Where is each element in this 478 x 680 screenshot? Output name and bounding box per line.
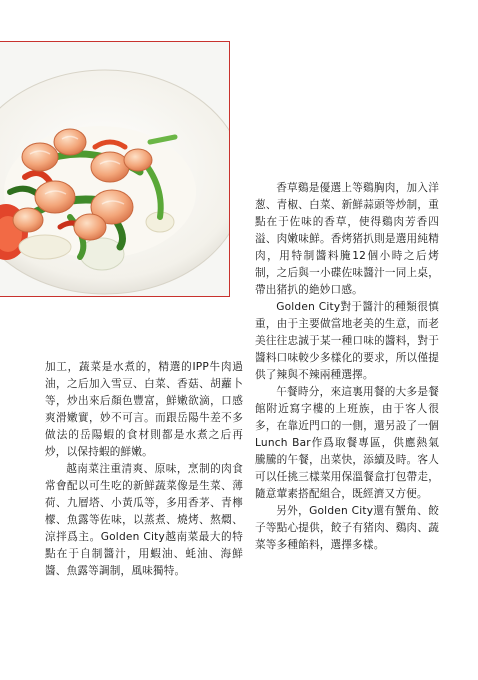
right-paragraph-4: 另外，Golden City還有蟹角、餃子等點心提供，餃子有猪肉、鷄肉、蔬菜等多種餡料，選擇多樣。 [255,505,439,551]
dish-photo [0,41,230,297]
left-paragraph-2: 越南菜注重清爽、原味，烹制的肉食常會配以可生吃的新鮮蔬菜像是生菜、薄荷、九層塔、小黃瓜等，多用香茅、青檸檬、魚露等佐味，以蒸煮、燒烤、熬燜、涼拌爲主。Golden City越南菜最大的特點在于自制醬汁，用蝦油、蚝油、海鮮醬、魚露等調制，風味獨特。 [45,463,243,577]
right-paragraph-2: Golden City對于醬汁的種類很慎重，由于主要做當地老美的生意，而老美往往忠誠于某一種口味的醬料，對于醬料口味較少多樣化的要求，所以僅提供了辣與不辣兩種選擇。 [255,301,439,381]
shrimp-dish-image [0,42,230,297]
left-text-column [45,359,243,580]
left-paragraph-1: 加工，蔬菜是水煮的，精選的IPP牛肉過油，之后加入雪豆、白菜、香菇、胡蘿卜等，炒出來后顏色豐富，鮮嫩欲滴，口感爽滑嫩實，妙不可言。而跟岳陽牛差不多做法的岳陽蝦的食材則都是水煮之后再炒，以保持蝦的鮮嫩。 [45,361,243,458]
right-text-column [255,180,439,554]
right-paragraph-3: 午餐時分，來這裏用餐的大多是餐館附近寫字樓的上班族，由于客人很多，在靠近門口的一側，還另設了一個Lunch Bar作爲取餐專區，供應熱氣騰騰的午餐，出菜快，添續及時。客人可以任挑三樣菜用保溫餐盒打包帶走，隨意葷素搭配組合，既經濟又方便。 [255,386,439,500]
right-paragraph-1: 香草鷄是優選上等鷄胸肉，加入洋葱、青椒、白菜、新鮮蒜頭等炒制，重點在于佐味的香草，使得鷄肉芳香四溢、肉嫩味鮮。香烤猪扒則是選用純精肉，用特制醬料腌12個小時之后烤制，之后與一小碟佐味醬汁一同上桌，帶出猪扒的絶妙口感。 [255,182,439,296]
